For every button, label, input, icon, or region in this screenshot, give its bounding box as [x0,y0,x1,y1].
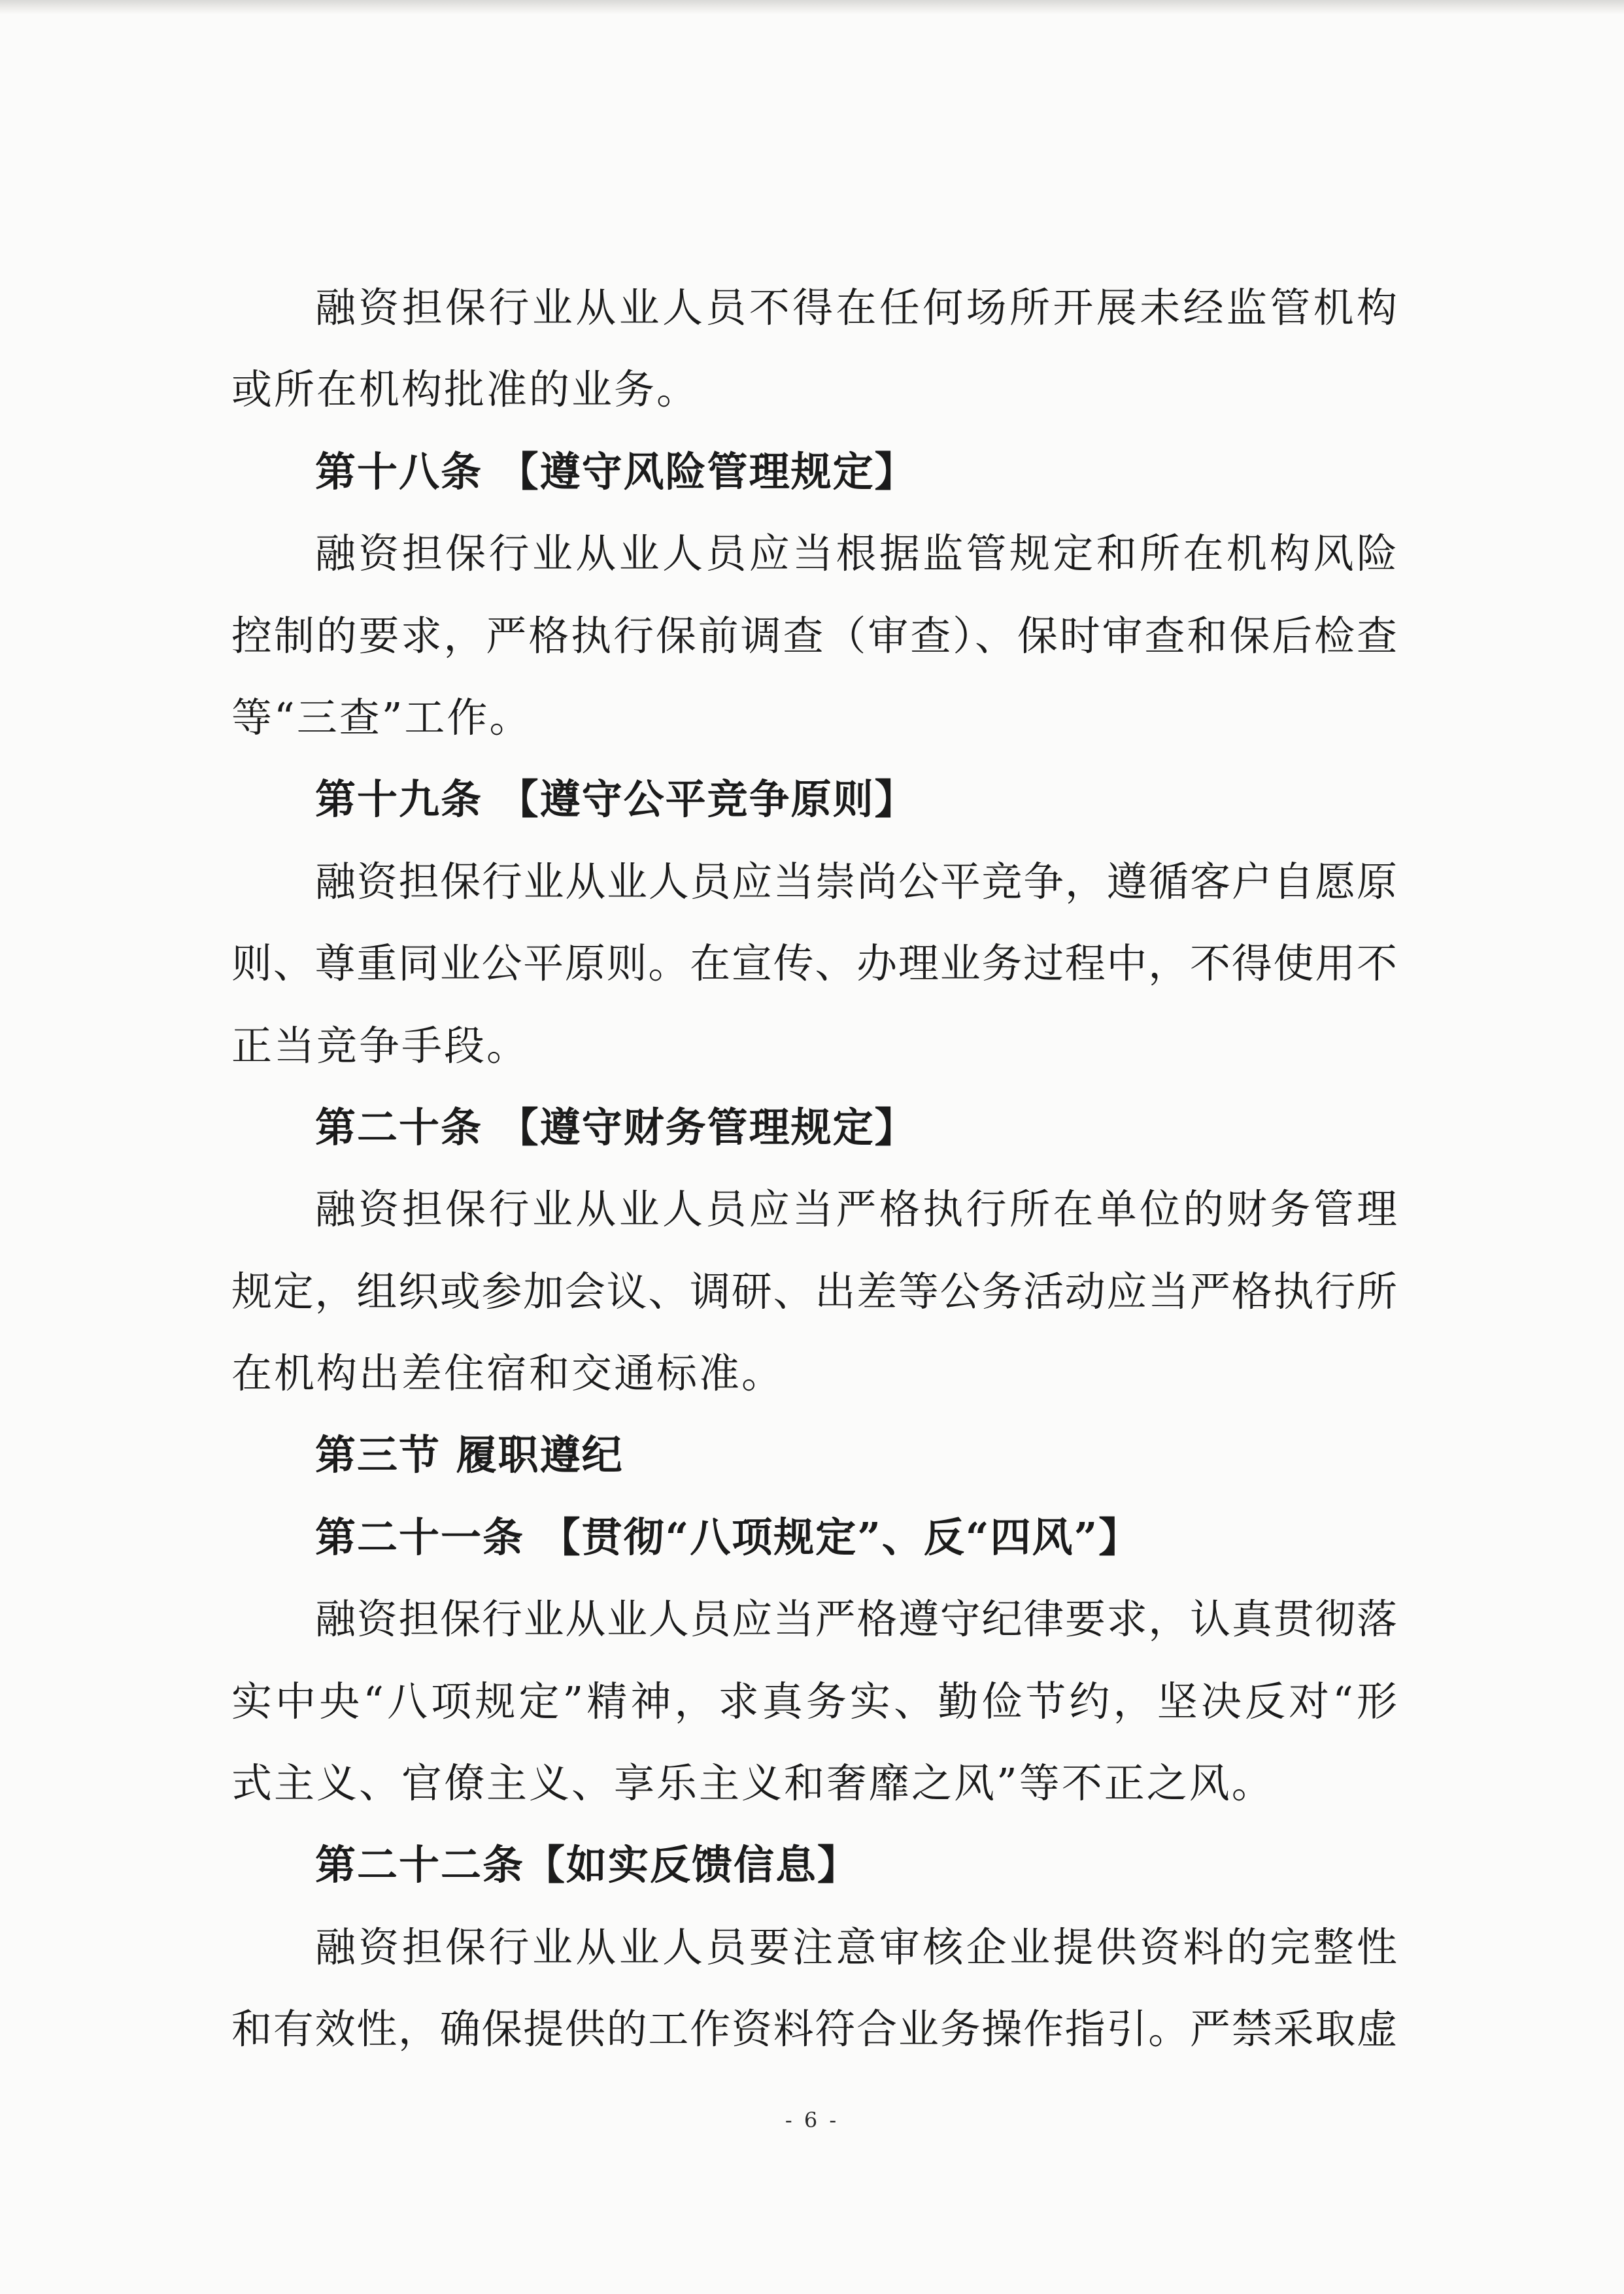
text-line: 实中央“八项规定”精神，求真务实、勤俭节约，坚决反对“形 [231,1677,1397,1725]
text-line: 融资担保行业从业人员不得在任何场所开展未经监管机构 [315,284,1397,331]
text-line: 式主义、官僚主义、享乐主义和奢靡之风”等不正之风。 [231,1759,1274,1808]
article-heading: 第十九条 【遵守公平竞争原则】 [315,775,917,824]
article-heading: 第十八条 【遵守风险管理规定】 [315,447,917,496]
text-line: 融资担保行业从业人员要注意审核企业提供资料的完整性 [315,1923,1397,1971]
text-line: 和有效性，确保提供的工作资料符合业务操作指引。严禁采取虚 [231,2005,1397,2053]
text-line: 融资担保行业从业人员应当严格执行所在单位的财务管理 [315,1185,1397,1234]
document-body [231,267,1397,2070]
article-heading: 第二十条 【遵守财务管理规定】 [315,1103,917,1151]
text-line: 控制的要求，严格执行保前调查（审查）、保时审查和保后检查 [231,611,1397,660]
text-line: 融资担保行业从业人员应当崇尚公平竞争，遵循客户自愿原 [315,857,1397,905]
text-line: 正当竞争手段。 [231,1021,530,1070]
section-heading: 第三节 履职遵纪 [315,1431,624,1479]
text-line: 等“三查”工作。 [231,693,532,741]
text-line: 融资担保行业从业人员应当严格遵守纪律要求，认真贯彻落 [315,1595,1397,1644]
text-line: 则、尊重同业公平原则。在宣传、办理业务过程中，不得使用不 [231,939,1397,988]
article-heading: 第二十二条【如实反馈信息】 [315,1841,860,1889]
text-line: 融资担保行业从业人员应当根据监管规定和所在机构风险 [315,530,1397,578]
scan-edge [0,0,1624,14]
article-heading: 第二十一条 【贯彻“八项规定”、反“四风”】 [315,1513,1141,1561]
page-number: - 6 - [785,2108,839,2133]
text-line: 或所在机构批准的业务。 [231,365,700,414]
text-line: 在机构出差住宿和交通标准。 [231,1349,785,1398]
text-line: 规定，组织或参加会议、调研、出差等公务活动应当严格执行所 [231,1267,1397,1315]
